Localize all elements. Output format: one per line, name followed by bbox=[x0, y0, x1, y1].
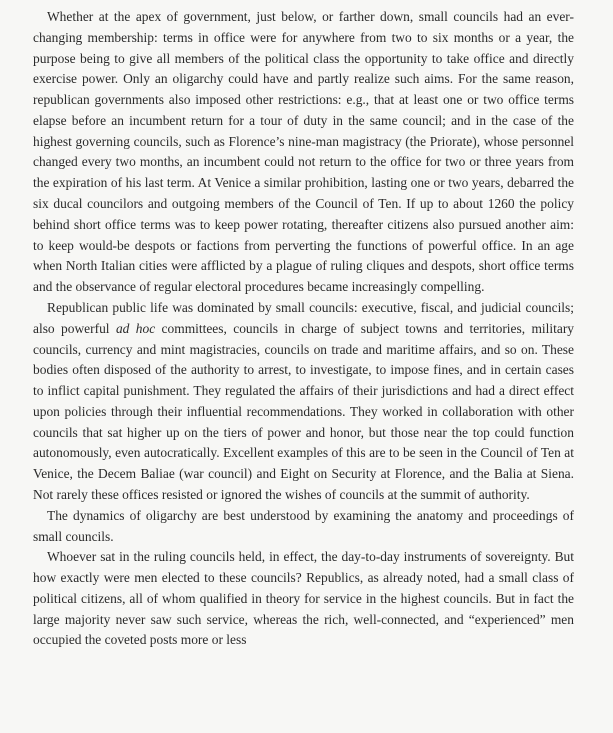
paragraph-2 bbox=[33, 298, 574, 506]
document-page bbox=[33, 7, 574, 651]
paragraph-2-italic-term: ad hoc bbox=[115, 320, 156, 336]
paragraph-4 bbox=[33, 547, 574, 651]
paragraph-1 bbox=[33, 7, 574, 298]
paragraph-3-text: The dynamics of oligarchy are best understood by examining the anatomy and proceedings of small councils. bbox=[33, 507, 574, 544]
paragraph-2-text-a: Republican public life was dominated by small councils: executive, fiscal, and judicial councils; also powerful bbox=[33, 299, 574, 336]
paragraph-4-text: Whoever sat in the ruling councils held, in effect, the day-to-day instruments of sovereignty. But how exactly were men elected to these councils? Republics, as already noted, had a small class of political citizens, all of whom qualified in theory for service in the highest councils. But in fact the large majority never saw such service, whereas the rich, well-connected, and “experienced” men occupied the coveted posts more or less bbox=[33, 549, 574, 648]
paragraph-2-text-b: committees, councils in charge of subject towns and territories, military councils, currency and mint magistracies, councils on trade and maritime affairs, and so on. These bodies often disposed of the authority to arrest, to investigate, to impose fines, and in certain cases to inflict capital punishment. They regulated the affairs of their jurisdictions and had a direct effect upon policies through their influential recommendations. They worked in collaboration with other councils that sat higher up on the tiers of power and honor, but those near the top could function autonomously, even autocratically. Excellent examples of this are to be seen in the Council of Ten at Venice, the Decem Baliae (war council) and Eight on Security at Florence, and the Balia at Siena. Not rarely these offices resisted or ignored the wishes of councils at the summit of authority. bbox=[33, 320, 575, 502]
paragraph-3 bbox=[33, 506, 574, 548]
paragraph-1-text: Whether at the apex of government, just below, or farther down, small councils had an ever-changing membership: terms in office were for anywhere from two to six months or a year, the purpose being to give all members of the political class the opportunity to take office and directly exercise power. Only an oligarchy could have and partly realize such aims. For the same reason, republican governments also imposed other restrictions: e.g., that at least one or two office terms elapse before an incumbent return for a tour of duty in the same council; and in the case of the highest governing councils, such as Florence’s nine-man magistracy (the Priorate), whose personnel changed every two months, an incumbent could not return to the office for two or three years from the expiration of his last term. At Venice a similar prohibition, lasting one or two years, debarred the six ducal councilors and outgoing members of the Council of Ten. If up to about 1260 the policy behind short office terms was to keep power rotating, thereafter citizens also pursued another aim: to keep would-be despots or factions from perverting the functions of powerful office. In an age when North Italian cities were afflicted by a plague of ruling cliques and despots, short office terms and the observance of regular electoral procedures became increasingly compelling. bbox=[33, 9, 574, 295]
